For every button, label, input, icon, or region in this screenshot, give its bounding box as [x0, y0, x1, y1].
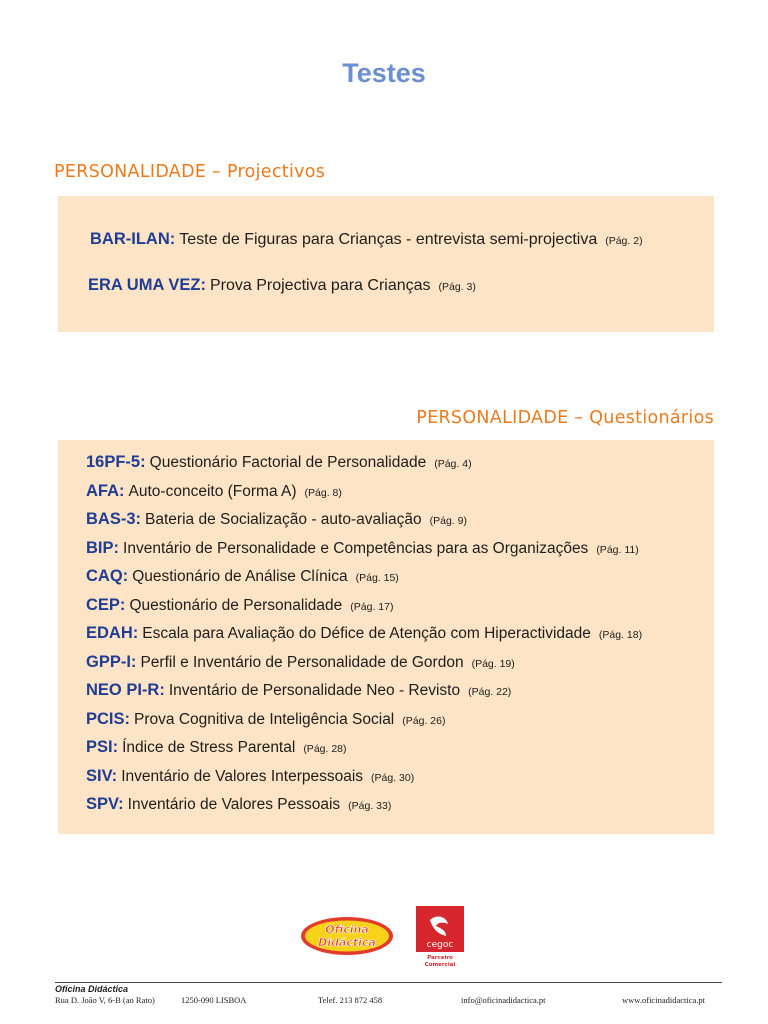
test-code: BAR-ILAN: [90, 230, 176, 248]
page-reference: (Pág. 18) [598, 629, 643, 641]
test-description: Índice de Stress Parental [122, 739, 296, 756]
test-description: Questionário Factorial de Personalidade [149, 454, 427, 471]
page-reference: (Pág. 2) [605, 235, 643, 247]
oficina-didactica-logo [300, 916, 394, 956]
test-description: Inventário de Valores Pessoais [127, 796, 341, 813]
page-reference: (Pág. 9) [429, 515, 467, 527]
cegoc-sub-line2: Comercial [424, 962, 456, 968]
list-item[interactable] [86, 596, 394, 615]
footer-company: Oficina Didáctica [55, 984, 129, 994]
test-description: Teste de Figuras para Crianças - entrevista semi-projectiva [179, 231, 598, 248]
test-description: Prova Cognitiva de Inteligência Social [134, 710, 395, 728]
test-code: SPV: [86, 795, 124, 813]
footer-email-link[interactable]: info@oficinadidactica.pt [461, 995, 546, 1005]
footer-divider [55, 982, 722, 983]
page-reference: (Pág. 30) [371, 771, 415, 784]
list-item[interactable] [86, 624, 642, 643]
list-item[interactable] [88, 276, 476, 295]
test-code: PCIS: [86, 709, 131, 728]
test-code: GPP-I: [86, 652, 137, 671]
test-description: Inventário de Personalidade Neo - Revisto [168, 682, 461, 699]
list-item[interactable] [86, 767, 414, 786]
list-item[interactable] [86, 738, 347, 757]
test-description: Perfil e Inventário de Personalidade de Gordon [140, 653, 464, 671]
test-code: CEP: [86, 595, 126, 614]
page-reference: (Pág. 33) [348, 800, 392, 812]
footer-address: Rua D. João V, 6-B (ao Rato) [55, 995, 155, 1005]
cegoc-sub-line1: Parceiro [427, 955, 453, 961]
page-reference: (Pág. 28) [303, 743, 347, 755]
page-reference: (Pág. 4) [434, 458, 472, 470]
test-code: BIP: [86, 538, 119, 557]
test-description: Questionário de Personalidade [129, 596, 343, 614]
page-reference: (Pág. 8) [304, 486, 342, 499]
list-item[interactable] [86, 681, 511, 700]
page-reference: (Pág. 19) [471, 657, 515, 670]
page-reference: (Pág. 3) [438, 281, 476, 293]
test-description: Auto-conceito (Forma A) [128, 482, 297, 500]
page-reference: (Pág. 22) [468, 686, 512, 698]
list-item[interactable] [86, 710, 445, 729]
oficina-logo-line1: Oficina [325, 923, 369, 936]
page-title: Testes [342, 58, 426, 88]
test-description: Bateria de Socialização - auto-avaliação [145, 511, 422, 528]
test-description: Prova Projectiva para Crianças [209, 277, 431, 294]
test-code: PSI: [86, 738, 119, 756]
test-code: NEO PI-R: [86, 681, 165, 699]
partner-logos [0, 906, 768, 968]
page-reference: (Pág. 15) [355, 572, 399, 584]
page-reference: (Pág. 11) [596, 543, 639, 556]
cegoc-logo-name: cegoc [426, 940, 454, 950]
projectivos-list [58, 196, 714, 332]
footer-phone: Telef. 213 872 458 [318, 995, 383, 1005]
test-description: Inventário de Personalidade e Competências para as Organizações [123, 539, 589, 557]
test-description: Escala para Avaliação do Défice de Atenção com Hiperactividade [142, 625, 591, 642]
test-code: SIV: [86, 766, 118, 785]
list-item[interactable] [86, 567, 399, 586]
oficina-logo-line2: Didáctica [318, 936, 376, 949]
test-code: ERA UMA VEZ: [88, 276, 206, 294]
section-heading-projectivos: PERSONALIDADE – Projectivos [54, 162, 326, 182]
test-description: Questionário de Análise Clínica [132, 568, 348, 585]
test-description: Inventário de Valores Interpessoais [121, 767, 364, 785]
footer-website-link[interactable]: www.oficinadidactica.pt [622, 995, 705, 1005]
list-item[interactable] [90, 230, 643, 249]
list-item[interactable] [86, 510, 467, 529]
cegoc-logo [416, 906, 464, 968]
page-reference: (Pág. 26) [402, 714, 446, 727]
test-code: EDAH: [86, 624, 139, 642]
test-code: BAS-3: [86, 510, 142, 528]
list-item[interactable] [86, 795, 391, 814]
footer-zip: 1250-090 LISBOA [181, 995, 247, 1005]
page-reference: (Pág. 17) [350, 600, 394, 613]
test-code: CAQ: [86, 567, 129, 585]
test-code: 16PF-5: [86, 453, 146, 471]
list-item[interactable] [86, 453, 472, 472]
list-item[interactable] [86, 482, 342, 501]
section-heading-questionarios: PERSONALIDADE – Questionários [416, 408, 714, 428]
list-item[interactable] [86, 539, 639, 558]
test-code: AFA: [86, 481, 125, 500]
questionarios-list [58, 440, 714, 834]
list-item[interactable] [86, 653, 515, 672]
